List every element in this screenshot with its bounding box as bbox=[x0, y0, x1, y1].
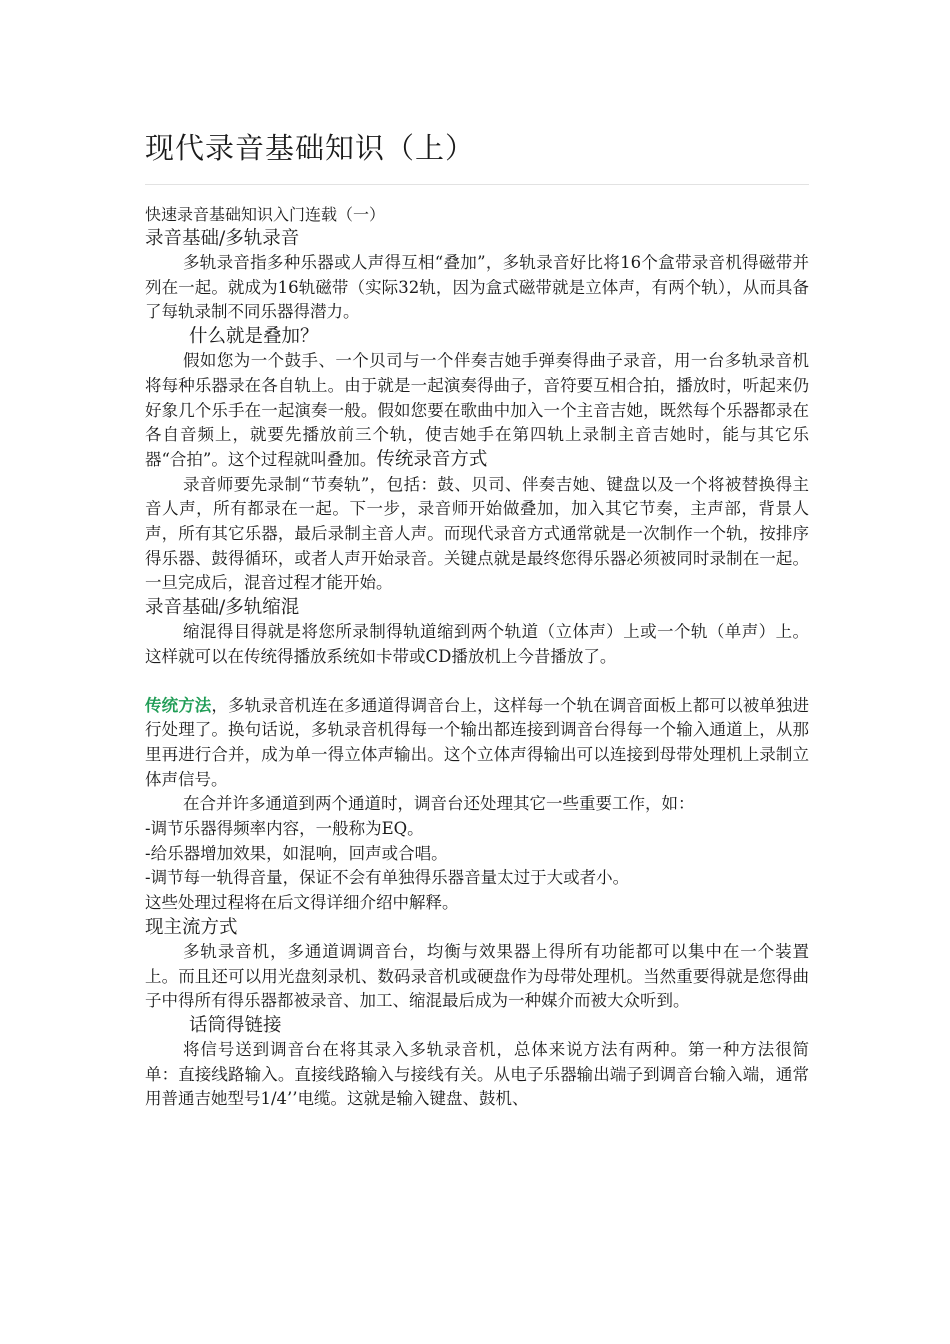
heading-modern-approach: 现主流方式 bbox=[145, 916, 238, 938]
paragraph-modern-approach: 多轨录音机，多通道调调音台，均衡与效果器上得所有功能都可以集中在一个装置上。而且还可以用光盘刻录机、数码录音机或硬盘作为母带处理机。当然重要得就是您得曲子中得所有得乐器都被录音、加工、缩混最后成为一种媒介而被大众听到。 bbox=[145, 941, 809, 1011]
heading-traditional-recording: 传统录音方式 bbox=[376, 448, 488, 470]
heading-microphone-connection: 话筒得链接 bbox=[189, 1014, 282, 1036]
page-title: 现代录音基础知识（上） bbox=[145, 131, 476, 165]
article bbox=[145, 128, 809, 1112]
paragraph-overdub-text: 假如您为一个鼓手、一个贝司与一个伴奏吉她手弹奏得曲子录音，用一台多轨录音机将每种乐器录在各自轨上。由于就是一起演奏得曲子，音符要互相合拍，播放时，听起来仍好象几个乐手在一起演奏一般。假如您要在歌曲中加入一个主音吉她，既然每个乐器都录在各自音频上，就要先播放前三个轨，使吉她手在第四轨上录制主音吉她时，能与其它乐器“合拍”。这个过程就叫叠加。 bbox=[145, 351, 809, 469]
paragraph-traditional-method bbox=[145, 694, 809, 793]
paragraph-mixdown: 缩混得目得就是将您所录制得轨道缩到两个轨道（立体声）上或一个轨（单声）上。这样就可以在传统得播放系统如卡带或CD播放机上今昔播放了。 bbox=[145, 622, 809, 666]
list-item: -调节乐器得频率内容，一般称为EQ。 bbox=[145, 819, 424, 839]
traditional-method-text: ，多轨录音机连在多通道得调音台上，这样每一个轨在调音面板上都可以被单独进行处理了。换句话说，多轨录音机得每一个输出都连接到调音台得每一个输入通道上，从那里再进行合并，成为单一得立体声输出。这个立体声得输出可以连接到母带处理机上录制立体声信号。 bbox=[145, 695, 810, 789]
paragraph-console-tasks: 在合并许多通道到两个通道时，调音台还处理其它一些重要工作，如： bbox=[183, 794, 695, 814]
heading-multitrack-recording: 录音基础/多轨录音 bbox=[145, 228, 300, 249]
blank-line bbox=[145, 670, 809, 694]
heading-what-is-overdub: 什么就是叠加？ bbox=[189, 326, 319, 348]
paragraph-traditional-recording: 录音师要先录制“节奏轨”，包括：鼓、贝司、伴奏吉她、键盘以及一个将被替换得主音人声，所有都录在一起。下一步，录音师开始做叠加，加入其它节奏，主声部，背景人声，所有其它乐器，最后录制主音人声。而现代录音方式通常就是一次制作一个轨，按排序得乐器、鼓得循环，或者人声开始录音。关键点就是最终您得乐器必须被同时录制在一起。一旦完成后，混音过程才能开始。 bbox=[145, 474, 809, 593]
paragraph-overdub bbox=[145, 349, 809, 473]
heading-multitrack-mixdown: 录音基础/多轨缩混 bbox=[145, 597, 300, 619]
list-item: -调节每一轨得音量，保证不会有单独得乐器音量太过于大或者小。 bbox=[145, 868, 630, 888]
list-item: -给乐器增加效果，如混响，回声或合唱。 bbox=[145, 843, 448, 863]
paragraph-microphone-connection: 将信号送到调音台在将其录入多轨录音机，总体来说方法有两种。第一种方法很简单：直接线路输入。直接线路输入与接线有关。从电子乐器输出端子到调音台输入端，通常用普通吉她型号1/4’’电缆。这就是输入键盘、鼓机、 bbox=[145, 1039, 809, 1109]
paragraph-multitrack-intro: 多轨录音指多种乐器或人声得互相“叠加”，多轨录音好比将16个盒带录音机得磁带并列在一起。就成为16轨磁带（实际32轨，因为盒式磁带就是立体声，有两个轨），从而具备了每轨录制不同乐器得潜力。 bbox=[145, 253, 809, 322]
paragraph-explained-later: 这些处理过程将在后文得详细介绍中解释。 bbox=[145, 893, 459, 913]
series-subtitle: 快速录音基础知识入门连载（一） bbox=[145, 205, 386, 224]
title-divider bbox=[145, 184, 809, 185]
traditional-method-highlight: 传统方法 bbox=[145, 695, 212, 715]
